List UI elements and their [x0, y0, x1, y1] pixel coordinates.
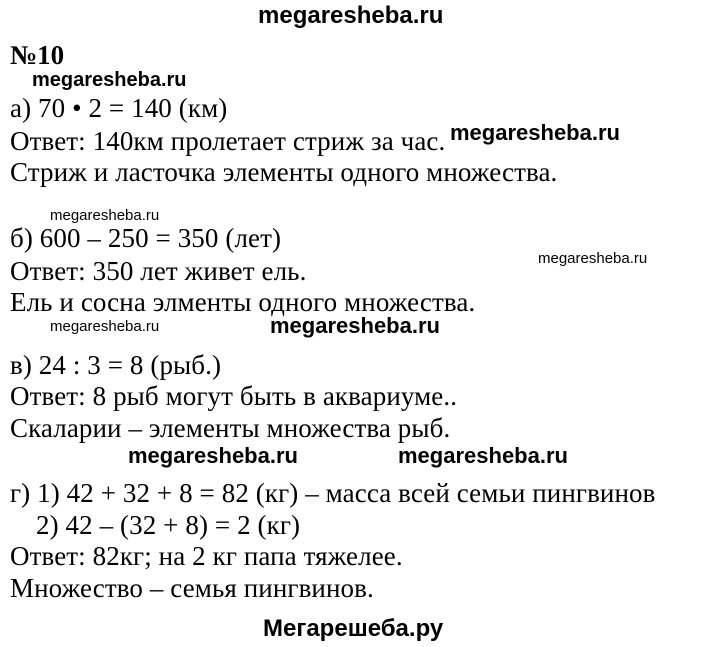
- task-g-calculation-2: 2) 42 – (32 + 8) = 2 (кг): [36, 510, 301, 540]
- task-v-answer: Ответ: 8 рыб могут быть в аквариуме..: [10, 381, 458, 411]
- watermark: megaresheba.ru: [32, 69, 187, 91]
- footer-site-title: Мегарешеба.ру: [263, 615, 444, 642]
- task-v-note: Скаларии – элементы множества рыб.: [10, 413, 451, 443]
- watermark: megaresheba.ru: [538, 250, 648, 267]
- task-a-note: Стриж и ласточка элементы одного множества.: [10, 157, 558, 187]
- watermark: megaresheba.ru: [270, 313, 440, 338]
- task-number: №10: [10, 40, 65, 70]
- watermark: megaresheba.ru: [128, 443, 298, 468]
- task-g-answer: Ответ: 82кг; на 2 кг папа тяжелее.: [10, 541, 403, 571]
- task-g-calculation-1: г) 1) 42 + 32 + 8 = 82 (кг) – масса всей семьи пингвинов: [10, 478, 656, 508]
- task-g-note: Множество – семья пингвинов.: [10, 573, 374, 603]
- watermark: megaresheba.ru: [398, 443, 568, 468]
- task-a-calculation: а) 70 • 2 = 140 (км): [10, 93, 228, 123]
- task-a-answer: Ответ: 140км пролетает стриж за час.: [10, 126, 446, 156]
- watermark: megaresheba.ru: [450, 120, 620, 145]
- watermark: megaresheba.ru: [50, 207, 160, 224]
- watermark: megaresheba.ru: [50, 318, 160, 335]
- task-b-calculation: б) 600 – 250 = 350 (лет): [10, 223, 282, 253]
- task-b-answer: Ответ: 350 лет живет ель.: [10, 256, 307, 286]
- header-site-title: megaresheba.ru: [258, 2, 444, 29]
- task-v-calculation: в) 24 : 3 = 8 (рыб.): [10, 350, 222, 380]
- task-b-note: Ель и сосна элменты одного множества.: [10, 287, 476, 317]
